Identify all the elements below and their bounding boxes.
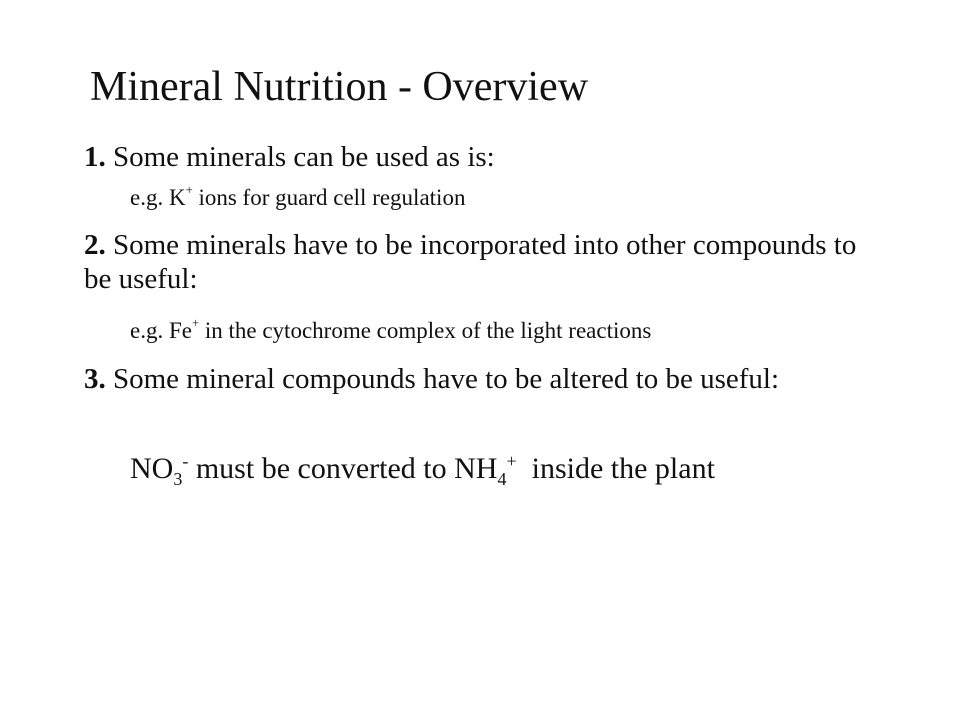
point-2-example-prefix: e.g. Fe [130,318,192,343]
formula-ammonium-sup: + [506,451,517,471]
point-1 [84,140,884,174]
point-1-example-sup: + [185,183,193,198]
point-2 [84,228,884,296]
point-1-number: 1. [84,141,106,173]
slide-title: Mineral Nutrition - Overview [90,64,589,110]
point-3-text: Some mineral compounds have to be altered to be useful: [113,363,780,395]
point-2-example-sup: + [191,316,200,331]
formula-nitrate-sup: - [182,451,189,471]
formula-nitrate: NO [130,452,174,485]
point-1-example-suffix: ions for guard cell regulation [192,185,466,210]
formula-nitrate-sub: 3 [173,469,183,489]
point-1-example [130,184,465,212]
point-3-number: 3. [84,363,106,395]
point-3 [84,362,884,396]
formula-end: inside the plant [516,452,715,485]
point-2-example-suffix: in the cytochrome complex of the light reactions [199,318,652,343]
point-1-example-prefix: e.g. K [130,185,186,210]
point-1-text: Some minerals can be used as is: [113,141,495,173]
point-2-number: 2. [84,229,106,261]
point-3-formula [130,451,715,487]
point-2-example [130,317,651,345]
point-2-text: Some minerals have to be incorporated into other compounds to be useful: [84,229,857,295]
formula-ammonium-sub: 4 [497,469,507,489]
formula-middle: must be converted to NH [188,452,498,485]
